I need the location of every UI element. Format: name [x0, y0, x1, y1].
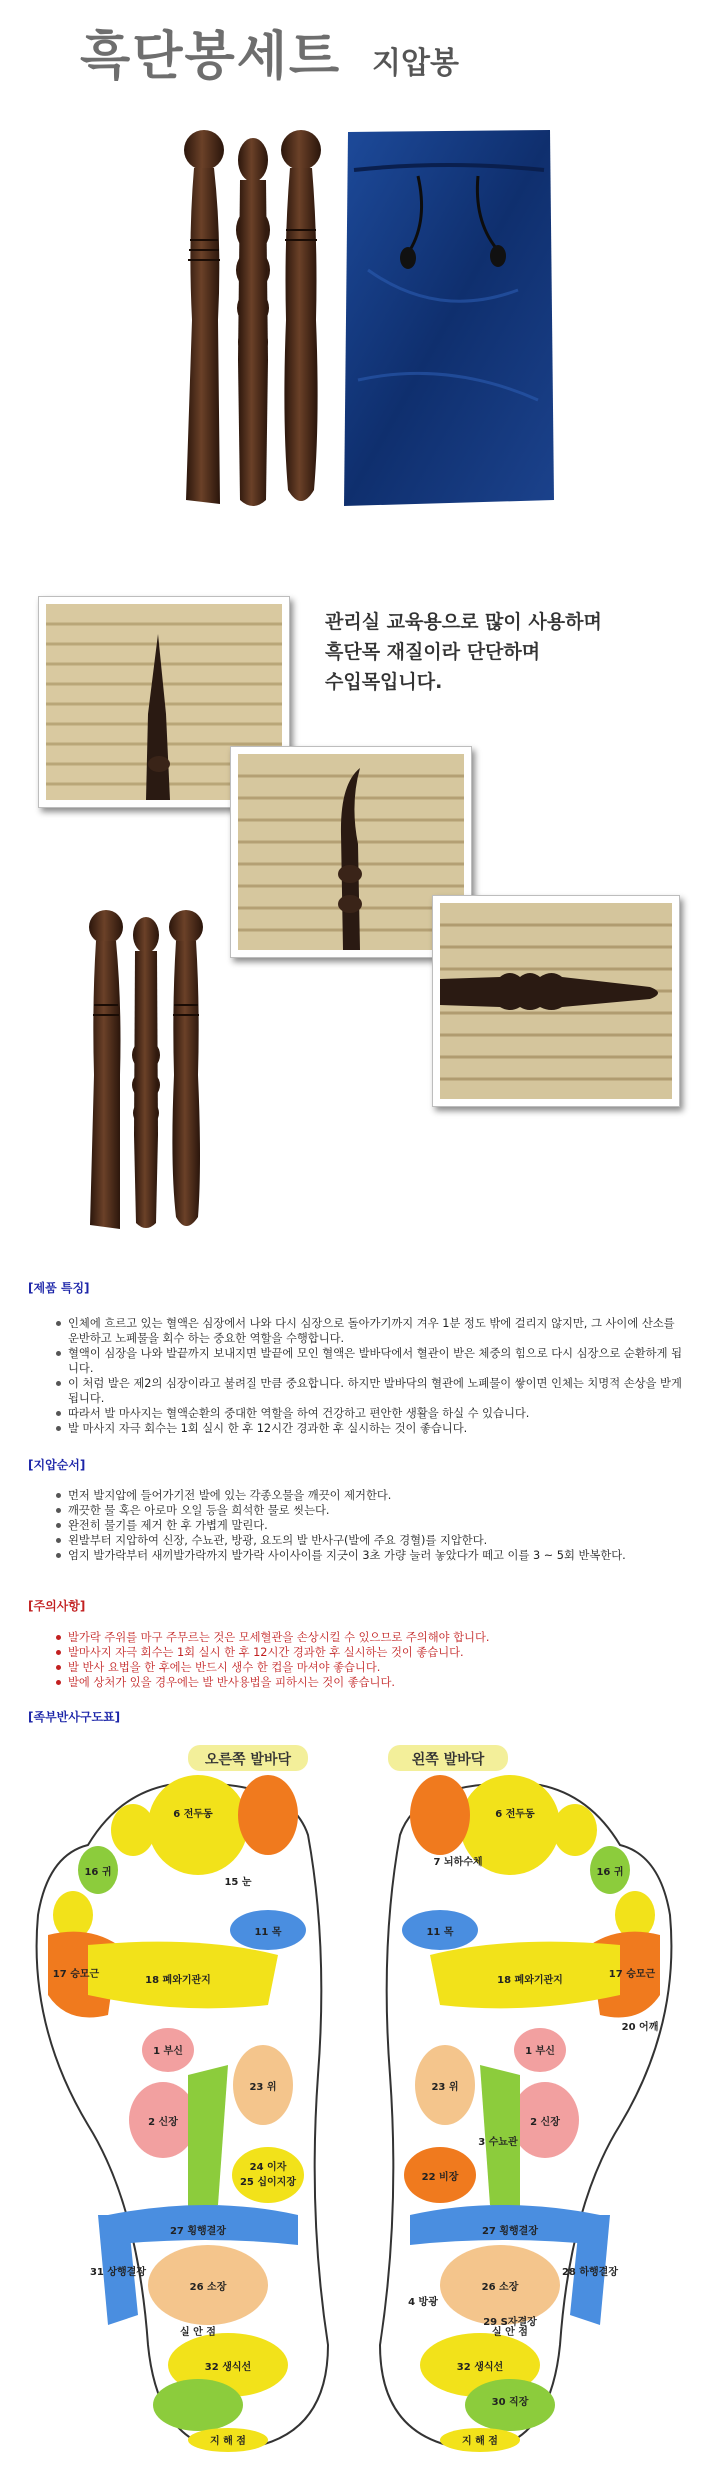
zone-label: 지 해 점 [210, 2436, 246, 2447]
zone-label: 16 귀 [84, 1867, 112, 1878]
list-item: 발 반사 요법을 한 후에는 반드시 생수 한 컵을 마셔야 좋습니다. [56, 1660, 686, 1675]
zone-label: 26 소장 [189, 2282, 227, 2293]
zone-label: 6 전두동 [173, 1809, 213, 1820]
section-label-cautions: [주의사항] [28, 1599, 86, 1613]
caption-line: 수입목입니다. [325, 671, 443, 693]
stick-left [184, 130, 224, 504]
section-label-chart: [족부반사구도표] [28, 1710, 121, 1724]
zone-label: 26 소장 [481, 2282, 519, 2293]
page-subtitle: 지압봉 [372, 46, 459, 81]
page-title: 흑단봉세트 [80, 27, 342, 87]
list-item: 발에 상처가 있을 경우에는 발 반사용법을 피하시는 것이 좋습니다. [56, 1675, 686, 1690]
list-item: 엄지 발가락부터 새끼발가락까지 발가락 사이사이를 지긋이 3초 가량 눌러 놓았다가 떼고 이를 3 ~ 5회 반복한다. [56, 1548, 686, 1563]
left-foot [380, 1775, 671, 2452]
zone-label: 28 하행결장 [561, 2267, 619, 2278]
zone-label: 32 생식선 [204, 2362, 252, 2373]
right-foot [37, 1775, 328, 2452]
zone-label: 1 부신 [525, 2046, 555, 2057]
zone-label: 27 횡행결장 [169, 2226, 227, 2237]
zone-label: 22 비장 [421, 2172, 459, 2183]
zone-label: 15 눈 [224, 1877, 252, 1888]
features-list [56, 1316, 686, 1436]
zone-label: 4 방광 [408, 2297, 438, 2308]
zone-label: 17 승모근 [52, 1969, 100, 1980]
list-item: 먼저 발지압에 들어가기전 발에 있는 각종오물을 깨끗이 제거한다. [56, 1488, 686, 1503]
zone-label: 27 횡행결장 [481, 2226, 539, 2237]
zone-label: 3 수뇨관 [478, 2137, 518, 2148]
list-item: 깨끗한 물 혹은 아로마 오일 등을 희석한 물로 씻는다. [56, 1503, 686, 1518]
left-foot-label: 왼쪽 발바닥 [411, 1752, 485, 1768]
list-item: 따라서 발 마사지는 혈액순환의 중대한 역할을 하여 건강하고 편안한 생활을 하실 수 있습니다. [56, 1406, 686, 1421]
detail-photo-sticks [84, 905, 214, 1235]
zone-label: 1 부신 [153, 2046, 183, 2057]
zone-label: 18 폐와기관지 [145, 1975, 211, 1986]
zone-label: 11 목 [254, 1927, 282, 1938]
right-foot-label: 오른쪽 발바닥 [204, 1752, 292, 1768]
list-item: 발마사지 자극 회수는 1회 실시 한 후 12시간 경과한 후 실시하는 것이 좋습니다. [56, 1645, 686, 1660]
order-list [56, 1488, 686, 1563]
list-item: 발 마사지 자극 회수는 1회 실시 한 후 12시간 경과한 후 실시하는 것이 좋습니다. [56, 1421, 686, 1436]
product-photo [178, 120, 558, 520]
stick-middle [236, 138, 270, 506]
zone-label: 20 어깨 [621, 2022, 659, 2033]
zone-label: 7 뇌하수체 [433, 1857, 483, 1868]
list-item: 발가락 주위를 마구 주무르는 것은 모세혈관을 손상시킬 수 있으므로 주의해야 합니다. [56, 1630, 686, 1645]
zone-label: 2 신장 [530, 2117, 560, 2128]
list-item: 이 처럼 발은 제2의 심장이라고 불려질 만큼 중요합니다. 하지만 발바닥의 혈관에 노폐물이 쌓이면 인체는 치명적 손상을 받게 됩니다. [56, 1376, 686, 1406]
section-label-features: [제품 특징] [28, 1281, 90, 1295]
zone-label: 실 안 점 [180, 2327, 216, 2338]
zone-label: 2 신장 [148, 2117, 178, 2128]
caption-line: 관리실 교육용으로 많이 사용하며 [325, 611, 602, 633]
zone-label: 16 귀 [596, 1867, 624, 1878]
pouch [344, 130, 554, 506]
zone-label: 31 상행결장 [89, 2267, 147, 2278]
zone-label: 30 직장 [491, 2397, 529, 2408]
list-item: 혈액이 심장을 나와 발끝까지 보내지면 발끝에 모인 혈액은 발바닥에서 혈관이 받은 체중의 힘으로 다시 심장으로 순환하게 됩니다. [56, 1346, 686, 1376]
zone-label: 실 안 점 [492, 2327, 528, 2338]
list-item: 왼발부터 지압하여 신장, 수뇨관, 방광, 요도의 발 반사구(발에 주요 경혈)를 지압한다. [56, 1533, 686, 1548]
detail-photo-side [432, 895, 680, 1107]
product-caption [325, 607, 602, 697]
zone-label: 24 이자 [249, 2162, 287, 2173]
zone-label: 11 목 [426, 1927, 454, 1938]
zone-label: 지 해 점 [462, 2436, 498, 2447]
zone-label: 32 생식선 [456, 2362, 504, 2373]
list-item: 완전히 물기를 제거 한 후 가볍게 말린다. [56, 1518, 686, 1533]
foot-reflexology-chart [28, 1745, 680, 2465]
caption-line: 흑단목 재질이라 단단하며 [325, 641, 541, 663]
zone-label: 18 폐와기관지 [497, 1975, 563, 1986]
list-item: 인체에 흐르고 있는 혈액은 심장에서 나와 다시 심장으로 돌아가기까지 겨우 1분 정도 밖에 걸리지 않지만, 그 사이에 산소를 운반하고 노폐물을 회수 하는 중요한 역할을 수행합니다. [56, 1316, 686, 1346]
zone-label: 23 위 [249, 2082, 277, 2093]
cautions-list [56, 1630, 686, 1690]
zone-label: 29 S자결장 [483, 2317, 537, 2328]
zone-label: 6 전두동 [495, 1809, 535, 1820]
zone-label: 25 십이지장 [239, 2177, 297, 2188]
zone-label: 17 승모근 [608, 1969, 656, 1980]
stick-right [281, 130, 321, 501]
section-label-order: [지압순서] [28, 1458, 86, 1472]
zone-label: 23 위 [431, 2082, 459, 2093]
